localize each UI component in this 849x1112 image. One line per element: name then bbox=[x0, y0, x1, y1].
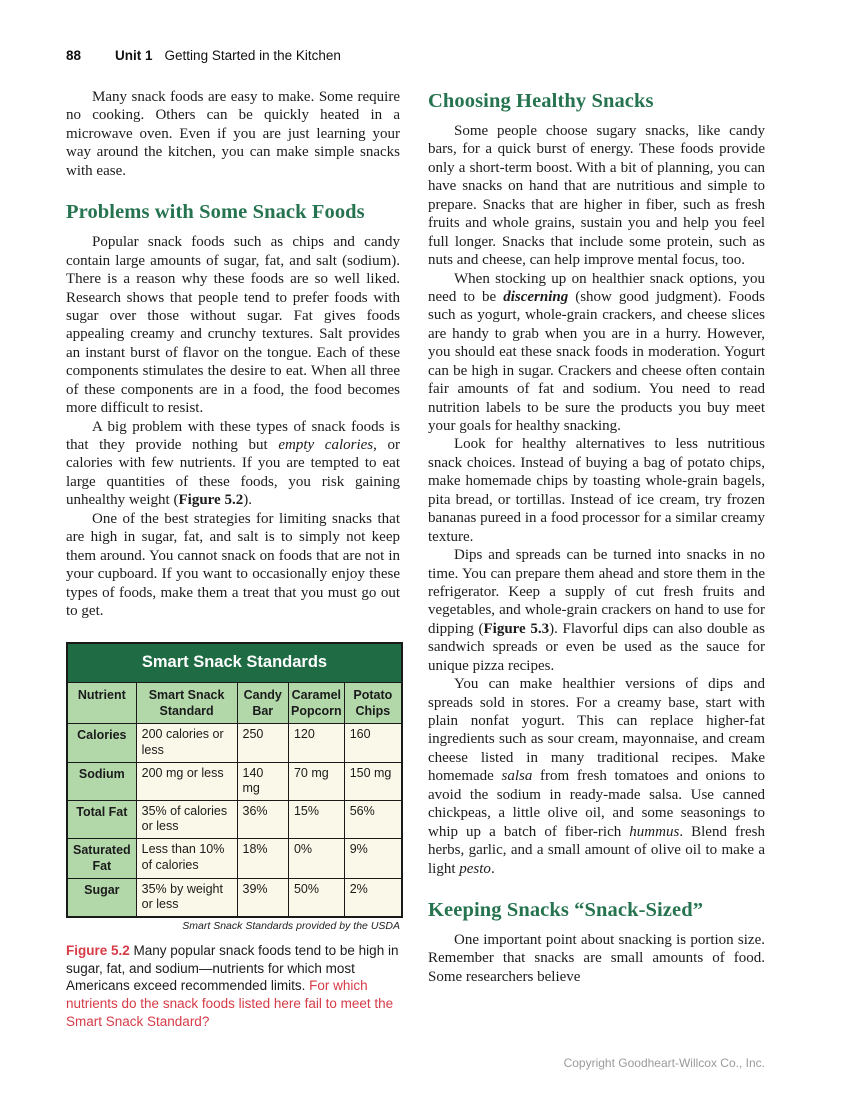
text-segment: from fresh tomatoes and onions to avoid the sodium in ready-made salsa. Use canned chickpeas, a little olive oil, and some seasonings to whip up a batch of fiber-rich bbox=[428, 768, 765, 840]
table-cell: 18% bbox=[237, 839, 288, 879]
table-row-header: Total Fat bbox=[67, 800, 136, 838]
text-segment: empty calories bbox=[278, 437, 374, 453]
body-paragraph: Some people choose sugary snacks, like candy bars, for a quick burst of energy. These foods provide only a short-term boost. With a bit of planning, you can have snacks on hand that are nutritious and simple to prepare. Snacks that are higher in fiber, such as fresh fruits and whole grains, sustain you and help you feel full longer. Snacks that include some protein, such as nuts and cheese, can help improve mental focus, too. bbox=[428, 123, 765, 269]
body-paragraph: One of the best strategies for limiting snacks that are high in sugar, fat, and salt is to simply not keep them around. You cannot snack on foods that are not in your cupboard. If you want to occasionally enjoy these types of foods, make them a treat that you must go out to get. bbox=[66, 510, 400, 619]
table-cell: 35% of calories or less bbox=[136, 800, 237, 838]
unit-label: Unit 1 bbox=[115, 48, 153, 63]
table-cell: 50% bbox=[288, 878, 344, 917]
text-segment: A big problem with these types of snack foods is that they provide nothing but bbox=[66, 418, 400, 453]
table-cell: 35% by weight or less bbox=[136, 878, 237, 917]
table-cell: 200 calories or less bbox=[136, 724, 237, 762]
table-cell: 56% bbox=[344, 800, 402, 838]
section-heading-problems: Problems with Some Snack Foods bbox=[66, 201, 365, 224]
text-segment: , or calories with few nutrients. If you are tempted to eat large quantities of these foods, you risk gaining unhealthy weight ( bbox=[66, 437, 401, 509]
text-segment: salsa bbox=[501, 768, 533, 785]
text-segment: Dips and spreads can be turned into snacks in no time. You can prepare them ahead and store them in the refrigerator. Keep a supply of cut fresh fruits and vegetables, and whole-grain crackers on hand to use for dipping ( bbox=[428, 547, 765, 637]
text-segment: hummus bbox=[629, 823, 680, 840]
table-row bbox=[67, 839, 402, 879]
page-header bbox=[66, 48, 341, 63]
text-segment: discerning bbox=[503, 288, 569, 305]
table-cell: 120 bbox=[288, 724, 344, 762]
text-segment: . bbox=[490, 860, 495, 877]
table-cell: 250 bbox=[237, 724, 288, 762]
text-segment: . Blend fresh herbs, garlic, and a small amount of olive oil to make a light bbox=[428, 823, 765, 877]
unit-title: Getting Started in the Kitchen bbox=[164, 48, 341, 63]
text-segment: pesto bbox=[459, 860, 491, 877]
body-paragraph bbox=[428, 270, 765, 436]
table-cell: 70 mg bbox=[288, 762, 344, 800]
figure-caption bbox=[66, 942, 400, 1031]
table-column-header: Potato Chips bbox=[344, 682, 402, 724]
body-paragraph: Look for healthy alternatives to less nutritious snack choices. Instead of buying a bag of potato chips, make homemade chips by toasting whole-grain bagels, pita bread, or tortillas. Instead of ice cream, try frozen bananas pureed in a food processor for a similar creamy texture. bbox=[428, 436, 765, 545]
table-column-header: Nutrient bbox=[67, 682, 136, 724]
text-segment: Figure 5.3 bbox=[483, 620, 550, 637]
table-title: Smart Snack Standards bbox=[67, 643, 402, 682]
right-column bbox=[428, 88, 765, 1031]
text-segment: ). bbox=[243, 492, 252, 509]
table-cell: 0% bbox=[288, 839, 344, 879]
body-paragraph bbox=[428, 675, 765, 878]
table-row bbox=[67, 724, 402, 762]
table-row-header: Sugar bbox=[67, 878, 136, 917]
figure-5-2 bbox=[66, 642, 400, 1031]
text-segment: For which nutrients do the snack foods listed here fail to meet the Smart Snack Standard? bbox=[66, 978, 394, 1030]
table-row-header: Sodium bbox=[67, 762, 136, 800]
table-cell: 200 mg or less bbox=[136, 762, 237, 800]
table-row bbox=[67, 878, 402, 917]
table-row bbox=[67, 762, 402, 800]
two-column-layout bbox=[66, 88, 765, 1031]
page-number: 88 bbox=[66, 48, 82, 63]
text-segment: ). Flavorful dips can also double as sandwich spreads or even be used as the sauce for unique pizza recipes. bbox=[428, 620, 765, 674]
table-cell: 140 mg bbox=[237, 762, 288, 800]
table-cell: Less than 10% of calories bbox=[136, 839, 237, 879]
text-segment: Figure 5.2 bbox=[66, 942, 130, 958]
table-cell: 150 mg bbox=[344, 762, 402, 800]
smart-snack-standards-table bbox=[66, 642, 403, 917]
text-segment: Figure 5.2 bbox=[178, 492, 244, 509]
text-segment: (show good judgment). Foods such as yogurt, whole-grain crackers, and cheese slices are handy to grab when you are in a hurry. However, you should eat these snack foods in moderation. Yogurt can be high in sugar. Crackers and cheese often contain fair amounts of fat and sodium. You need to read nutrition labels to be sure the products you buy meet your goals for healthy snacking. bbox=[428, 288, 766, 434]
table-cell: 9% bbox=[344, 839, 402, 879]
table-row bbox=[67, 800, 402, 838]
table-source-note: Smart Snack Standards provided by the USDA bbox=[182, 919, 400, 932]
text-segment: Many popular snack foods tend to be high in sugar, fat, and sodium—nutrients for which most Americans exceed recommended limits. bbox=[66, 942, 399, 994]
body-paragraph: Popular snack foods such as chips and candy contain large amounts of sugar, fat, and salt (sodium). There is a reason why these foods are so well liked. Research shows that people tend to prefer foods with sugar over those without sugar. Fat gives foods appealing creamy and crunchy textures. Salt provides an instant burst of flavor on the tongue. Each of these components stimulates the desire to eat. When all three of these components are in a food, the food becomes more difficult to resist. bbox=[66, 234, 400, 417]
copyright-notice: Copyright Goodheart-Willcox Co., Inc. bbox=[563, 1056, 765, 1070]
table-row-header: Saturated Fat bbox=[67, 839, 136, 879]
table-cell: 36% bbox=[237, 800, 288, 838]
table-column-header: Candy Bar bbox=[237, 682, 288, 724]
body-paragraph bbox=[66, 418, 400, 510]
body-paragraph bbox=[428, 546, 765, 675]
body-paragraph: One important point about snacking is portion size. Remember that snacks are small amounts of food. Some researchers believe bbox=[428, 931, 765, 985]
intro-paragraph: Many snack foods are easy to make. Some require no cooking. Others can be quickly heated in a microwave oven. Even if you are just learning your way around the kitchen, you can make simple snacks with ease. bbox=[66, 89, 400, 179]
text-segment: When stocking up on healthier snack options, you need to be bbox=[428, 270, 765, 305]
left-column bbox=[66, 88, 400, 1031]
section-heading-choosing: Choosing Healthy Snacks bbox=[428, 90, 654, 112]
text-segment: You can make healthier versions of dips and spreads sold in stores. For a creamy base, start with plain nonfat yogurt. This can replace higher-fat ingredients such as sour cream, mayonnaise, and cream cheese listed in many traditional recipes. Make homemade bbox=[428, 676, 765, 785]
section-heading-keeping: Keeping Snacks “Snack-Sized” bbox=[428, 898, 704, 921]
table-cell: 160 bbox=[344, 724, 402, 762]
table-column-header: Smart Snack Standard bbox=[136, 682, 237, 724]
table-cell: 15% bbox=[288, 800, 344, 838]
table-cell: 39% bbox=[237, 878, 288, 917]
table-row-header: Calories bbox=[67, 724, 136, 762]
table-column-header: Caramel Popcorn bbox=[288, 682, 344, 724]
table-cell: 2% bbox=[344, 878, 402, 917]
